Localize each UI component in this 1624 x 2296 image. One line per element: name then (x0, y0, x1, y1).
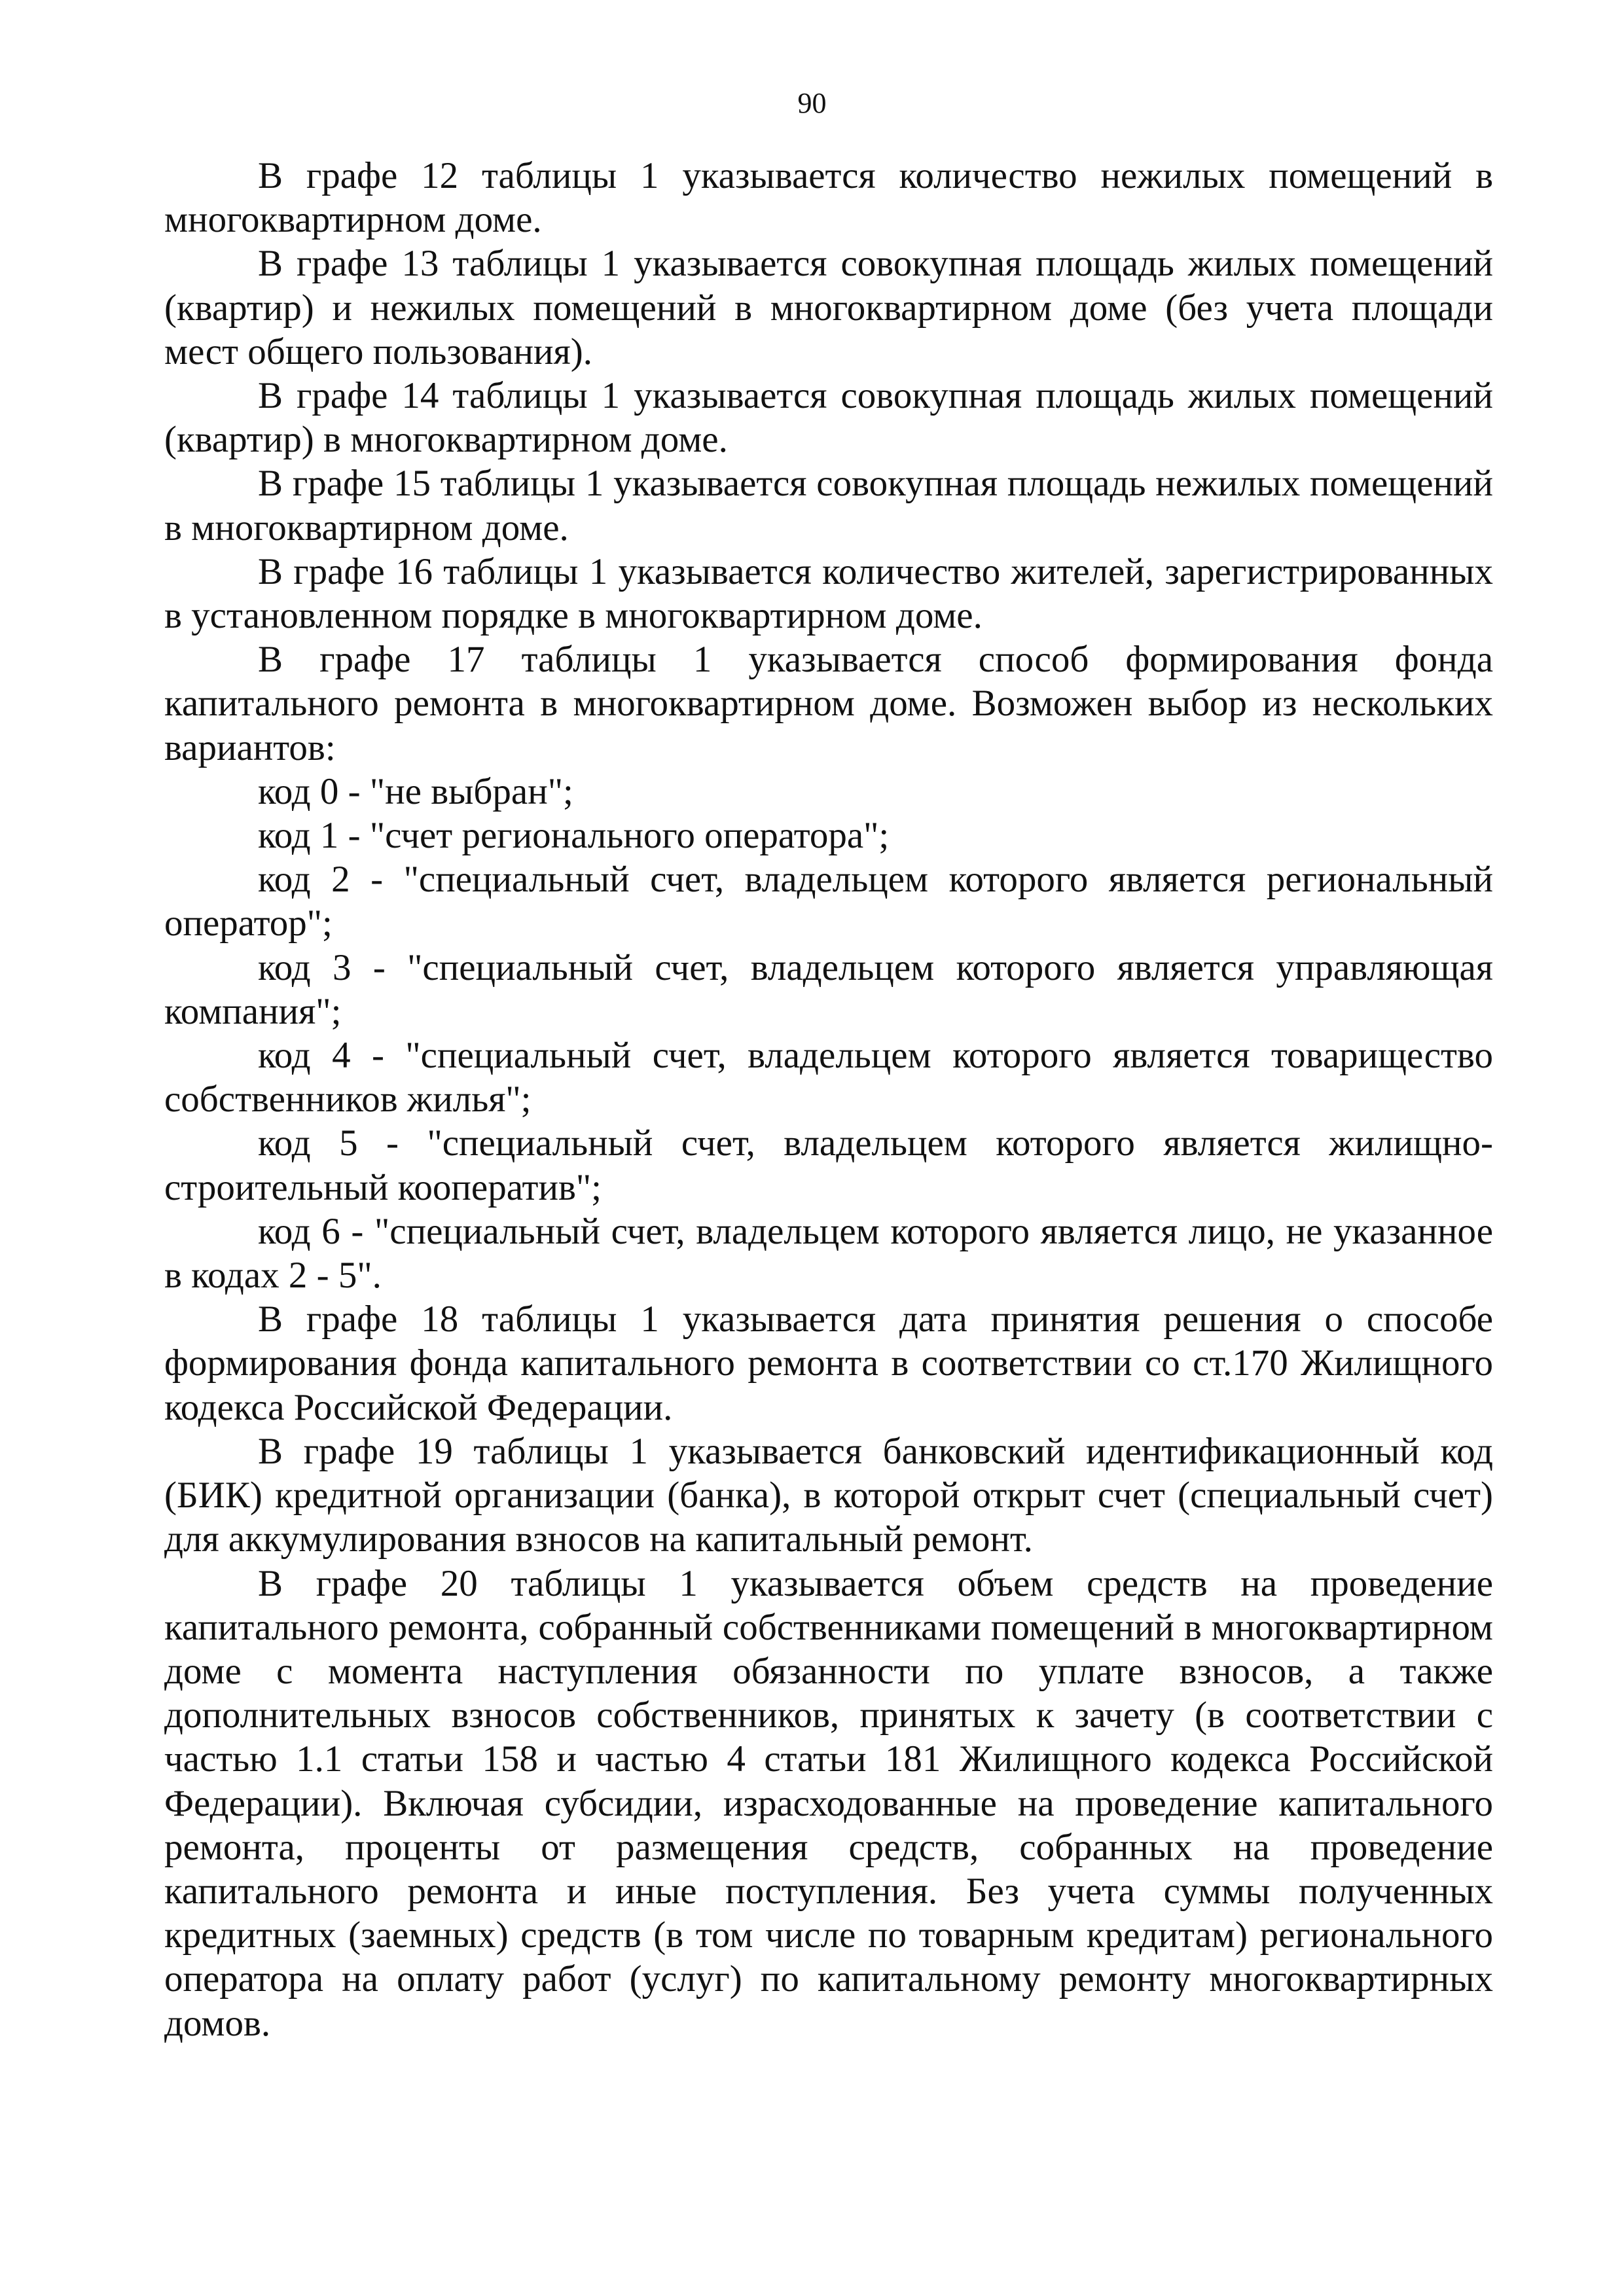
paragraph-column-15: В графе 15 таблицы 1 указывается совокупная площадь нежилых помещений в многоквартирном доме. (164, 463, 1493, 548)
code-item-2: код 2 - "специальный счет, владельцем которого является региональный оператор"; (164, 859, 1493, 944)
paragraph-column-18: В графе 18 таблицы 1 указывается дата принятия решения о способе формирования фонда капитального ремонта в соответствии со ст.170 Жилищного кодекса Российской Федерации. (164, 1299, 1493, 1428)
paragraph-column-17: В графе 17 таблицы 1 указывается способ формирования фонда капитального ремонта в многоквартирном доме. Возможен выбор из нескольких вариантов: (164, 639, 1493, 768)
paragraph-column-16: В графе 16 таблицы 1 указывается количество жителей, зарегистрированных в установленном порядке в многоквартирном доме. (164, 550, 1493, 637)
code-item-3: код 3 - "специальный счет, владельцем которого является управляющая компания"; (164, 946, 1493, 1032)
paragraph-column-19: В графе 19 таблицы 1 указывается банковский идентификационный код (БИК) кредитной организации (банка), в которой открыт счет (специальный счет) для аккумулирования взносов на капитальный ремонт. (164, 1430, 1493, 1560)
paragraph-column-14: В графе 14 таблицы 1 указывается совокупная площадь жилых помещений (квартир) в многоквартирном доме. (164, 375, 1493, 461)
page-number: 90 (797, 87, 827, 119)
code-item-0: код 0 - "не выбран"; (258, 770, 573, 812)
paragraph-column-20: В графе 20 таблицы 1 указывается объем средств на проведение капитального ремонта, собранный собственниками помещений в многоквартирном доме с момента наступления обязанности по уплате взносов, а также дополнительных взносов собственников, принятых к зачету (в соответствии с частью 1.1 статьи 158 и частью 4 статьи 181 Жилищного кодекса Российской Федерации). Включая субсидии, израсходованные на проведение капитального ремонта, проценты от размещения средств, собранных на проведение капитального ремонта и иные поступления. Без учета суммы полученных кредитных (заемных) средств (в том числе по товарным кредитам) регионального оператора на оплату работ (услуг) по капитальному ремонту многоквартирных домов. (164, 1562, 1493, 2044)
paragraph-column-12: В графе 12 таблицы 1 указывается количество нежилых помещений в многоквартирном доме. (164, 155, 1493, 241)
code-item-1: код 1 - "счет регионального оператора"; (258, 815, 890, 857)
paragraph-column-13: В графе 13 таблицы 1 указывается совокупная площадь жилых помещений (квартир) и нежилых помещений в многоквартирном доме (без учета площади мест общего пользования). (164, 243, 1493, 372)
code-item-4: код 4 - "специальный счет, владельцем которого является товарищество собственников жилья"; (164, 1035, 1493, 1121)
document-body (164, 154, 1493, 2045)
code-item-5: код 5 - "специальный счет, владельцем которого является жилищно-строительный кооператив"; (164, 1122, 1493, 1208)
code-item-6: код 6 - "специальный счет, владельцем которого является лицо, не указанное в кодах 2 - 5". (164, 1210, 1493, 1297)
